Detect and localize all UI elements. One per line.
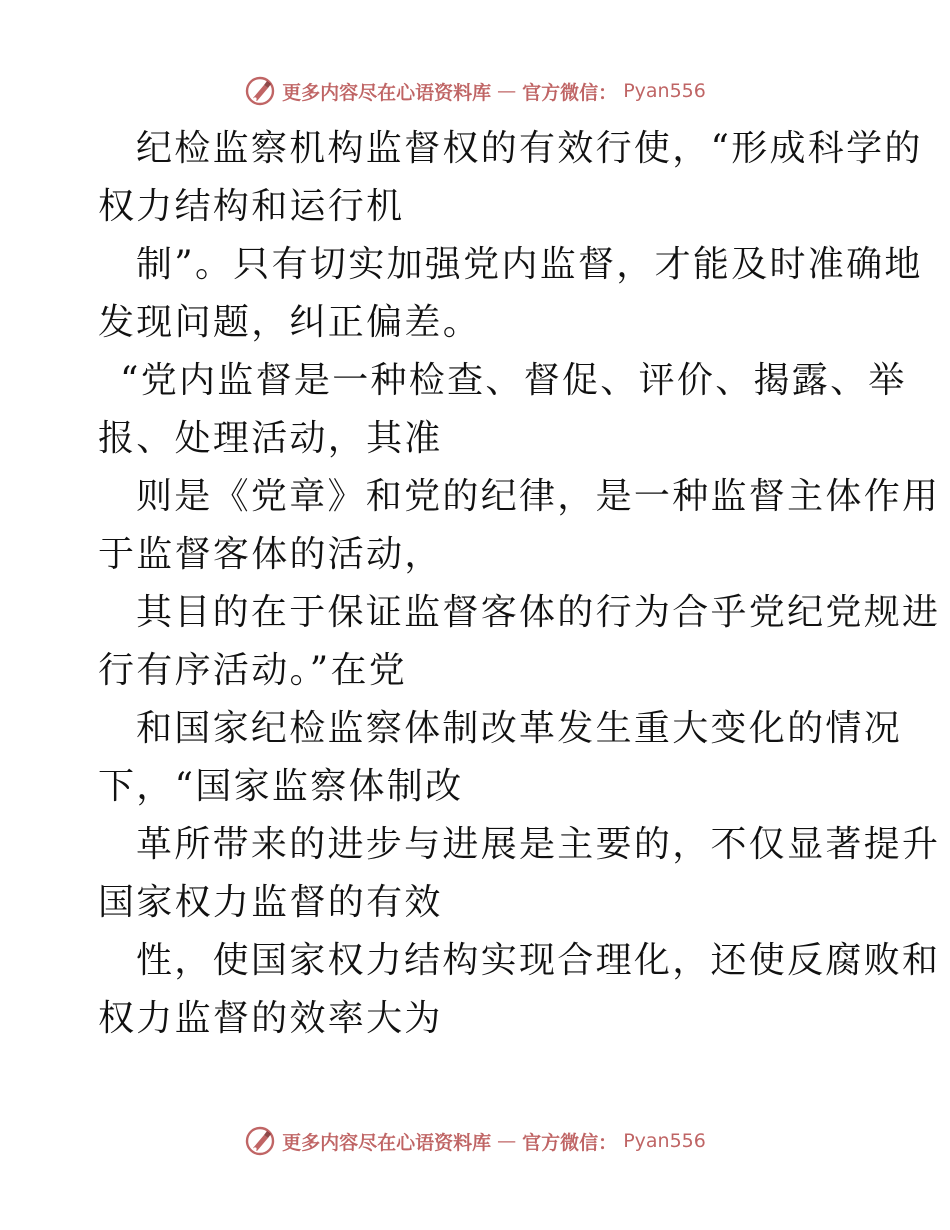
watermark-text: 更多内容尽在心语资料库 (282, 1131, 492, 1154)
watermark-wechat-id: Pyan556 (623, 1130, 706, 1152)
watermark-dash: — (497, 80, 517, 102)
watermark-wechat-label: 官方微信： (522, 81, 618, 104)
watermark-dash: — (497, 1130, 517, 1152)
body-line-15: 性，使国家权力结构实现合理化，还使反腐败和 (136, 940, 941, 981)
watermark-wechat-id: Pyan556 (623, 80, 706, 102)
body-line-7: 则是《党章》和党的纪律，是一种监督主体作用 (136, 476, 941, 517)
watermark-text: 更多内容尽在心语资料库 (282, 81, 492, 104)
body-line-4: 发现问题，纠正偏差。 (98, 302, 482, 343)
header-watermark (0, 71, 950, 111)
document-body (98, 120, 941, 1048)
body-line-16: 权力监督的效率大为 (98, 998, 443, 1039)
body-line-10: 行有序活动。”在党 (98, 650, 408, 691)
body-line-9: 其目的在于保证监督客体的行为合乎党纪党规进 (136, 592, 941, 633)
body-line-1: 纪检监察机构监督权的有效行使，“形成科学的 (136, 128, 923, 169)
body-line-14: 国家权力监督的有效 (98, 882, 443, 923)
pen-logo-icon (244, 1125, 276, 1157)
body-line-2: 权力结构和运行机 (98, 186, 405, 227)
watermark-wechat-label: 官方微信： (522, 1131, 618, 1154)
body-line-12: 下，“国家监察体制改 (98, 766, 464, 807)
body-line-3: 制”。只有切实加强党内监督，才能及时准确地 (136, 244, 923, 285)
pen-logo-icon (244, 75, 276, 107)
body-line-6: 报、处理活动，其准 (98, 418, 443, 459)
body-line-8: 于监督客体的活动， (98, 534, 443, 575)
body-line-11: 和国家纪检监察体制改革发生重大变化的情况 (136, 708, 903, 749)
body-line-13: 革所带来的进步与进展是主要的，不仅显著提升 (136, 824, 941, 865)
footer-watermark (0, 1121, 950, 1161)
body-line-5: “党内监督是一种检查、督促、评价、揭露、举 (120, 360, 907, 401)
